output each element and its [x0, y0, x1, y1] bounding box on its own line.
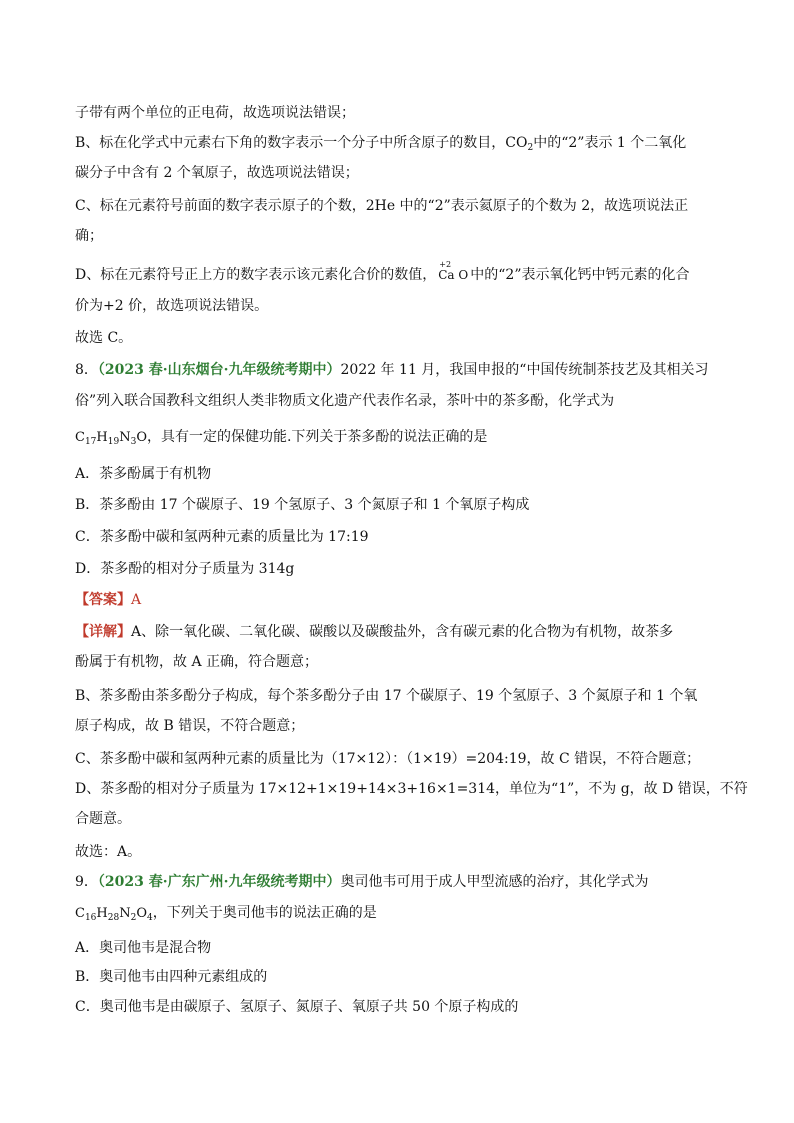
question-source: （2023 春·山东烟台·九年级统考期中） — [97, 362, 341, 378]
text: D、标在元素符号正上方的数字表示该元素化合价的数值， — [75, 267, 437, 283]
element: C — [75, 906, 85, 921]
q8-detail-d-line2: 合题意。 — [75, 811, 131, 827]
q7-choice: 故选 C。 — [75, 330, 133, 346]
chemical-formula — [75, 430, 147, 445]
subscript: 2 — [130, 913, 137, 923]
text: 奥司他韦可用于成人甲型流感的治疗，其化学式为 — [340, 874, 649, 890]
text: ，具有一定的保健功能.下列关于茶多酚的说法正确的是 — [146, 429, 488, 445]
subscript: 2 — [527, 143, 534, 153]
text: B、标在化学式中元素右下角的数字表示一个分子中所含原子的数目，CO — [75, 135, 528, 151]
q7-explanation-c-line2: 确； — [75, 228, 103, 244]
q8-detail-a-line2: 酚属于有机物，故 A 正确，符合题意； — [75, 654, 319, 670]
q8-detail-d: D、茶多酚的相对分子质量为 17×12+1×19+14×3+16×1=314，单位为“1”，不为 g，故 D 错误，不符 — [75, 781, 748, 797]
element: N — [119, 906, 131, 921]
q8-stem-line3 — [75, 428, 487, 447]
q9-option-a: A．奥司他韦是混合物 — [75, 940, 212, 956]
answer-value: A — [131, 592, 142, 608]
q8-stem-line2: 俗”列入联合国教科文组织人类非物质文化遗产代表作名录，茶叶中的茶多酚，化学式为 — [75, 393, 615, 409]
element: C — [75, 430, 85, 445]
q9-stem-line2 — [75, 904, 377, 923]
q7-explanation-b-line2: 碳分子中含有 2 个氧原子，故选项说法错误； — [75, 165, 359, 181]
q8-option-a: A．茶多酚属于有机物 — [75, 466, 212, 482]
q8-option-b: B．茶多酚由 17 个碳原子、19 个氢原子、3 个氮原子和 1 个氧原子构成 — [75, 497, 530, 513]
q9-option-c: C．奥司他韦是由碳原子、氢原子、氮原子、氧原子共 50 个原子构成的 — [75, 999, 519, 1015]
calcium-symbol: Ca — [438, 268, 455, 282]
chemical-formula — [75, 906, 153, 921]
oxygen-symbol: O — [458, 268, 469, 282]
subscript: 28 — [107, 913, 120, 923]
subscript: 3 — [130, 437, 137, 447]
text: ，下列关于奥司他韦的说法正确的是 — [152, 905, 377, 921]
subscript: 17 — [84, 437, 97, 447]
q8-option-c: C．茶多酚中碳和氢两种元素的质量比为 17:19 — [75, 529, 369, 545]
q7-explanation-continued: 子带有两个单位的正电荷，故选项说法错误； — [75, 105, 355, 121]
q7-explanation-d — [75, 262, 689, 284]
q8-stem-line1 — [75, 361, 708, 379]
detail-label: 【详解】 — [75, 624, 131, 640]
cao-valence-formula — [438, 262, 468, 284]
q9-stem-line1 — [75, 873, 649, 891]
q8-choice: 故选：A。 — [75, 844, 142, 860]
question-number: 8． — [75, 362, 98, 378]
q7-explanation-d-line2: 价为+2 价，故选项说法错误。 — [75, 298, 269, 314]
element: H — [96, 430, 108, 445]
q8-option-d: D．茶多酚的相对分子质量为 314g — [75, 561, 295, 577]
question-number: 9． — [75, 874, 98, 890]
valence-superscript: +2 — [439, 260, 452, 269]
element: O — [136, 430, 147, 445]
text: 中的“2”表示 1 个二氧化 — [533, 135, 687, 151]
q9-option-b: B．奥司他韦由四种元素组成的 — [75, 969, 268, 985]
q8-detail-a — [75, 623, 673, 641]
element: O — [136, 906, 147, 921]
text: A、除一氧化碳、二氧化碳、碳酸以及碳酸盐外，含有碳元素的化合物为有机物，故茶多 — [131, 624, 674, 640]
answer-label: 【答案】 — [75, 592, 131, 608]
q8-answer — [75, 591, 141, 609]
subscript: 19 — [107, 437, 120, 447]
q8-detail-c: C、茶多酚中碳和氢两种元素的质量比为（17×12）：（1×19）=204:19，故 C 错误，不符合题意； — [75, 751, 701, 767]
subscript: 4 — [146, 913, 153, 923]
element: N — [119, 430, 131, 445]
q7-explanation-b — [75, 134, 686, 152]
question-source: （2023 春·广东广州·九年级统考期中） — [97, 874, 341, 890]
subscript: 16 — [84, 913, 97, 923]
q7-explanation-c: C、标在元素符号前面的数字表示原子的个数，2He 中的“2”表示氦原子的个数为 2，故选项说法正 — [75, 198, 689, 214]
q8-detail-b-line2: 原子构成，故 B 错误，不符合题意； — [75, 718, 305, 734]
q8-detail-b: B、茶多酚由茶多酚分子构成，每个茶多酚分子由 17 个碳原子、19 个氢原子、3 个氮原子和 1 个氧 — [75, 688, 698, 704]
element: H — [96, 906, 108, 921]
text: 中的“2”表示氧化钙中钙元素的化合 — [470, 267, 690, 283]
text: 2022 年 11 月，我国申报的“中国传统制茶技艺及其相关习 — [340, 362, 709, 378]
